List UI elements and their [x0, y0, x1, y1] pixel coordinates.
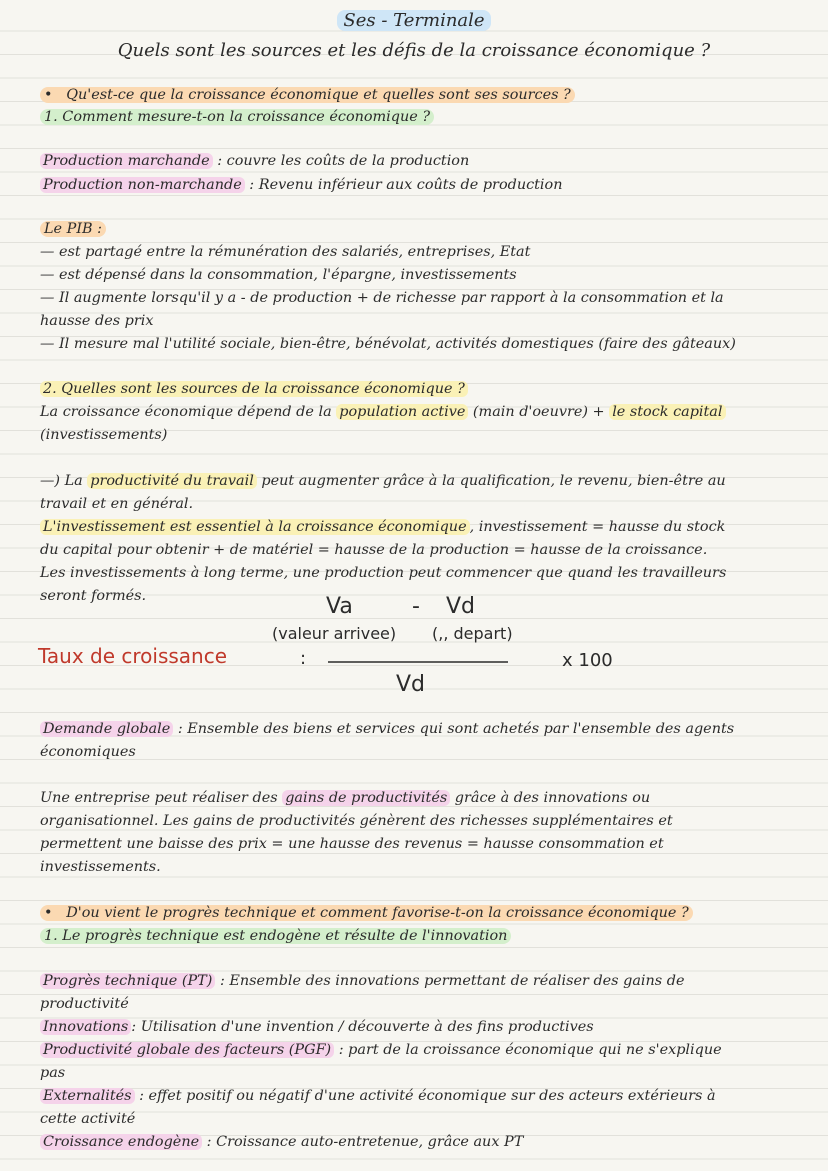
- formula-va-note: (valeur arrivee): [272, 624, 397, 643]
- investment-line-2: du capital pour obtenir + de matériel = hausse de la production = hausse de la croissance.: [40, 542, 708, 558]
- formula-vd-note: (,, depart): [432, 624, 513, 643]
- sources-line-2: (investissements): [40, 427, 168, 443]
- growth-rate-formula: [0, 590, 828, 700]
- productivity-line: —) La productivité du travail peut augmenter grâce à la qualification, le revenu, bien-être au: [40, 473, 726, 489]
- gains-line-2: organisationnel. Les gains de productivités génèrent des richesses supplémentaires et: [40, 813, 673, 829]
- def-externalites-2: cette activité: [40, 1111, 136, 1127]
- gains-line: Une entreprise peut réaliser des gains de productivités grâce à des innovations ou: [40, 790, 651, 806]
- section1-question: • Qu'est-ce que la croissance économique et quelles sont ses sources ?: [40, 86, 575, 104]
- section2-question: • D'ou vient le progrès technique et comment favorise-t-on la croissance économique ?: [40, 904, 693, 922]
- def-demande-globale-2: économiques: [40, 744, 136, 760]
- def-croissance-endogene: Croissance endogène : Croissance auto-entretenue, grâce aux PT: [40, 1133, 523, 1151]
- formula-va: Va: [326, 594, 353, 619]
- productivity-line-2: travail et en général.: [40, 496, 194, 512]
- investment-line-4: seront formés.: [40, 588, 147, 604]
- subject-label: Ses - Terminale: [337, 10, 490, 31]
- def-externalites: Externalités : effet positif ou négatif d'une activité économique sur des acteurs extérieurs à: [40, 1087, 716, 1105]
- section1-sub2: 2. Quelles sont les sources de la croissance économique ?: [40, 380, 468, 398]
- formula-minus: -: [412, 594, 420, 619]
- def-progres-technique: Progrès technique (PT) : Ensemble des innovations permettant de réaliser des gains de: [40, 972, 685, 990]
- def-pgf-2: pas: [40, 1065, 66, 1081]
- formula-vd: Vd: [446, 594, 476, 619]
- formula-denominator: Vd: [396, 672, 426, 697]
- formula-times-100: x 100: [562, 650, 613, 671]
- sources-line: La croissance économique dépend de la population active (main d'oeuvre) + le stock capital: [40, 403, 726, 421]
- gains-line-3: permettent une baisse des prix = une hausse des revenus = hausse consommation et: [40, 836, 664, 852]
- investment-line-3: Les investissements à long terme, une production peut commencer que quand les travailleurs: [40, 565, 727, 581]
- subject-heading: [0, 10, 828, 31]
- def-production-non-marchande: Production non-marchande : Revenu inférieur aux coûts de production: [40, 176, 562, 194]
- section2-sub1: 1. Le progrès technique est endogène et résulte de l'innovation: [40, 927, 511, 945]
- def-demande-globale: Demande globale : Ensemble des biens et services qui sont achetés par l'ensemble des agents: [40, 720, 734, 738]
- pib-item: — est dépensé dans la consommation, l'épargne, investissements: [40, 267, 517, 283]
- pib-title: Le PIB :: [40, 220, 106, 238]
- section1-sub1: 1. Comment mesure-t-on la croissance économique ?: [40, 108, 434, 126]
- pib-item: — est partagé entre la rémunération des salariés, entreprises, Etat: [40, 244, 531, 260]
- pib-item: hausse des prix: [40, 313, 154, 329]
- def-production-marchande: Production marchande : couvre les coûts de la production: [40, 152, 469, 170]
- formula-colon: :: [300, 648, 307, 669]
- pib-item: — Il augmente lorsqu'il y a - de production + de richesse par rapport à la consommation et la: [40, 290, 724, 306]
- def-innovations: Innovations : Utilisation d'une invention / découverte à des fins productives: [40, 1018, 594, 1036]
- gains-line-4: investissements.: [40, 859, 161, 875]
- investment-line: L'investissement est essentiel à la croissance économique , investissement = hausse du stock: [40, 518, 725, 536]
- pib-item: — Il mesure mal l'utilité sociale, bien-être, bénévolat, activités domestiques (faire des gâteaux): [40, 336, 736, 352]
- def-pgf: Productivité globale des facteurs (PGF) : part de la croissance économique qui ne s'explique: [40, 1041, 722, 1059]
- page-title: Quels sont les sources et les défis de la croissance économique ?: [117, 40, 711, 61]
- def-progres-technique-2: productivité: [40, 996, 129, 1012]
- formula-label: Taux de croissance: [38, 644, 228, 668]
